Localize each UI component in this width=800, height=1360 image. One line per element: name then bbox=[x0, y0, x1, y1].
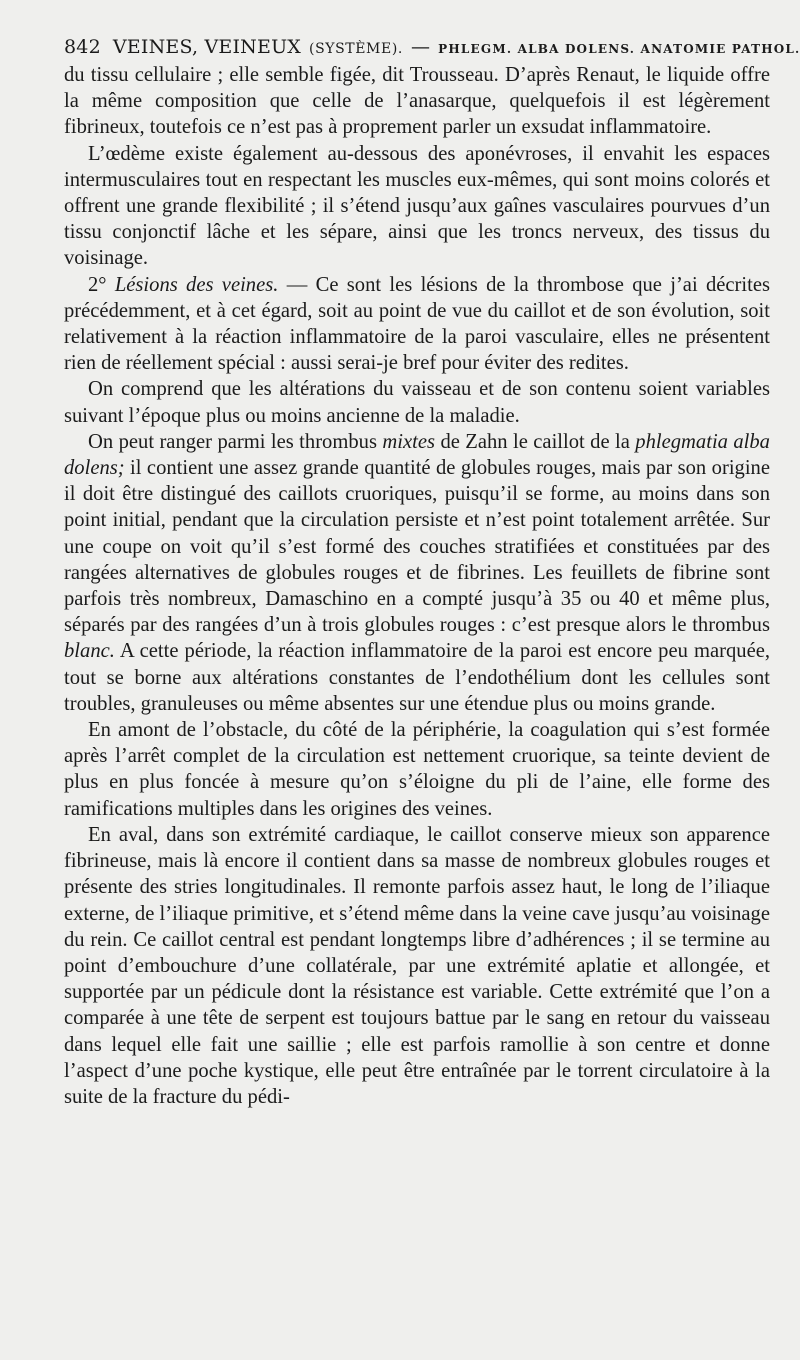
italic-blanc: blanc. bbox=[64, 640, 115, 663]
paragraph-1: du tissu cellulaire ; elle semble figée, dit Trousseau. D’après Renaut, le liquide offre la même composition que celle de l’anasarque, quelquefois il est légèrement fibrineux, toutefois ce n’est pas à proprement parler un exsudat inflammatoire. bbox=[64, 64, 770, 139]
paragraph-6: En amont de l’obstacle, du côté de la périphérie, la coagulation qui s’est formée après l’arrêt complet de la circulation est nettement cruorique, sa teinte devient de plus en plus foncée à mesure qu’on s’éloigne du pli de l’aine, elle forme des ramifications multiples dans les origines des veines. bbox=[64, 719, 770, 820]
paragraph-5-text-a: On peut ranger parmi les thrombus bbox=[88, 430, 383, 453]
page-number: 842 bbox=[64, 36, 101, 58]
running-title: PHLEGM. ALBA DOLENS. ANATOMIE PATHOL. bbox=[438, 42, 800, 56]
italic-phlegmatia: phlegmatia alba dolens; bbox=[64, 430, 770, 480]
paragraph-5-text-b: de Zahn le caillot de la bbox=[435, 430, 636, 453]
paragraph-7: En aval, dans son extrémité cardiaque, le caillot conserve mieux son apparence fibrineuse, mais là encore il contient dans sa masse de nombreux globules rouges et présente des stries longitudinales. Il remonte parfois assez haut, le long de l’iliaque externe, de l’iliaque primitive, et s’étend même dans la veine cave jusqu’au voisinage du rein. Ce caillot central est pendant longtemps libre d’adhérences ; il se termine au point d’embouchure d’une collatérale, par une extrémité aplatie et allongée, et supportée par un pédicule dont la résistance est variable. Cette extrémité que l’on a comparée à une tête de serpent est toujours battue par le sang en retour du vaisseau dans lequel elle fait une saillie ; elle est parfois ramollie à son centre et donne l’aspect d’une poche kystique, elle peut être entraînée par le torrent circulatoire à la suite de la fracture du pédi- bbox=[64, 823, 770, 1108]
page-header bbox=[64, 36, 800, 58]
header-dash: — bbox=[410, 36, 431, 58]
paragraph-3 bbox=[64, 272, 770, 377]
header-title: VEINES, VEINEUX bbox=[112, 36, 302, 58]
paragraph-3-text: — Ce sont les lésions de la thrombose que j’ai décrites précédemment, et à cet égard, soit au point de vue du caillot et de son évolution, soit relativement à la réaction inflammatoire de la paroi vasculaire, elles ne présentent rien de réellement spécial : aussi serai-je bref pour éviter des redites. bbox=[64, 273, 770, 375]
italic-mixtes: mixtes bbox=[382, 430, 436, 453]
header-title-paren: (SYSTÈME). bbox=[309, 41, 403, 57]
paragraph-5-text-d: A cette période, la réaction inflammatoire de la paroi est encore peu marquée, tout se borne aux altérations constantes de l’endothélium dont les cellules sont troubles, granuleuses ou même absentes sur une étendue plus ou moins grande. bbox=[64, 640, 770, 715]
section-number: 2° bbox=[88, 273, 115, 296]
paragraph-5-text-c: il contient une assez grande quantité de globules rouges, mais par son origine il doit être distingué des caillots cruoriques, puisqu’il se forme, au moins dans son point initial, pendant que la circulation persiste et n’est point totalement arrêtée. Sur une coupe on voit qu’il s’est formé des couches stratifiées et constituées par des rangées alternatives de globules rouges et de fibrines. Les feuillets de fibrine sont parfois très nombreux, Damaschino en a compté jusqu’à 35 ou 40 et même plus, séparés par des rangées d’un à trois globules rouges : c’est presque alors le thrombus bbox=[64, 457, 770, 637]
section-heading: Lésions des veines. bbox=[114, 273, 279, 296]
body-text bbox=[64, 62, 770, 1110]
paragraph-2: L’œdème existe également au-dessous des aponévroses, il envahit les espaces intermusculaires tout en respectant les muscles eux-mêmes, qui sont moins colorés et offrent une grande flexibilité ; il s’étend jusqu’aux gaînes vasculaires pourvues d’un tissu conjonctif lâche et les sépare, ainsi que les troncs nerveux, des tissus du voisinage. bbox=[64, 142, 770, 270]
paragraph-4: On comprend que les altérations du vaisseau et de son contenu soient variables suivant l’époque plus ou moins ancienne de la maladie. bbox=[64, 378, 770, 427]
paragraph-5 bbox=[64, 429, 770, 717]
